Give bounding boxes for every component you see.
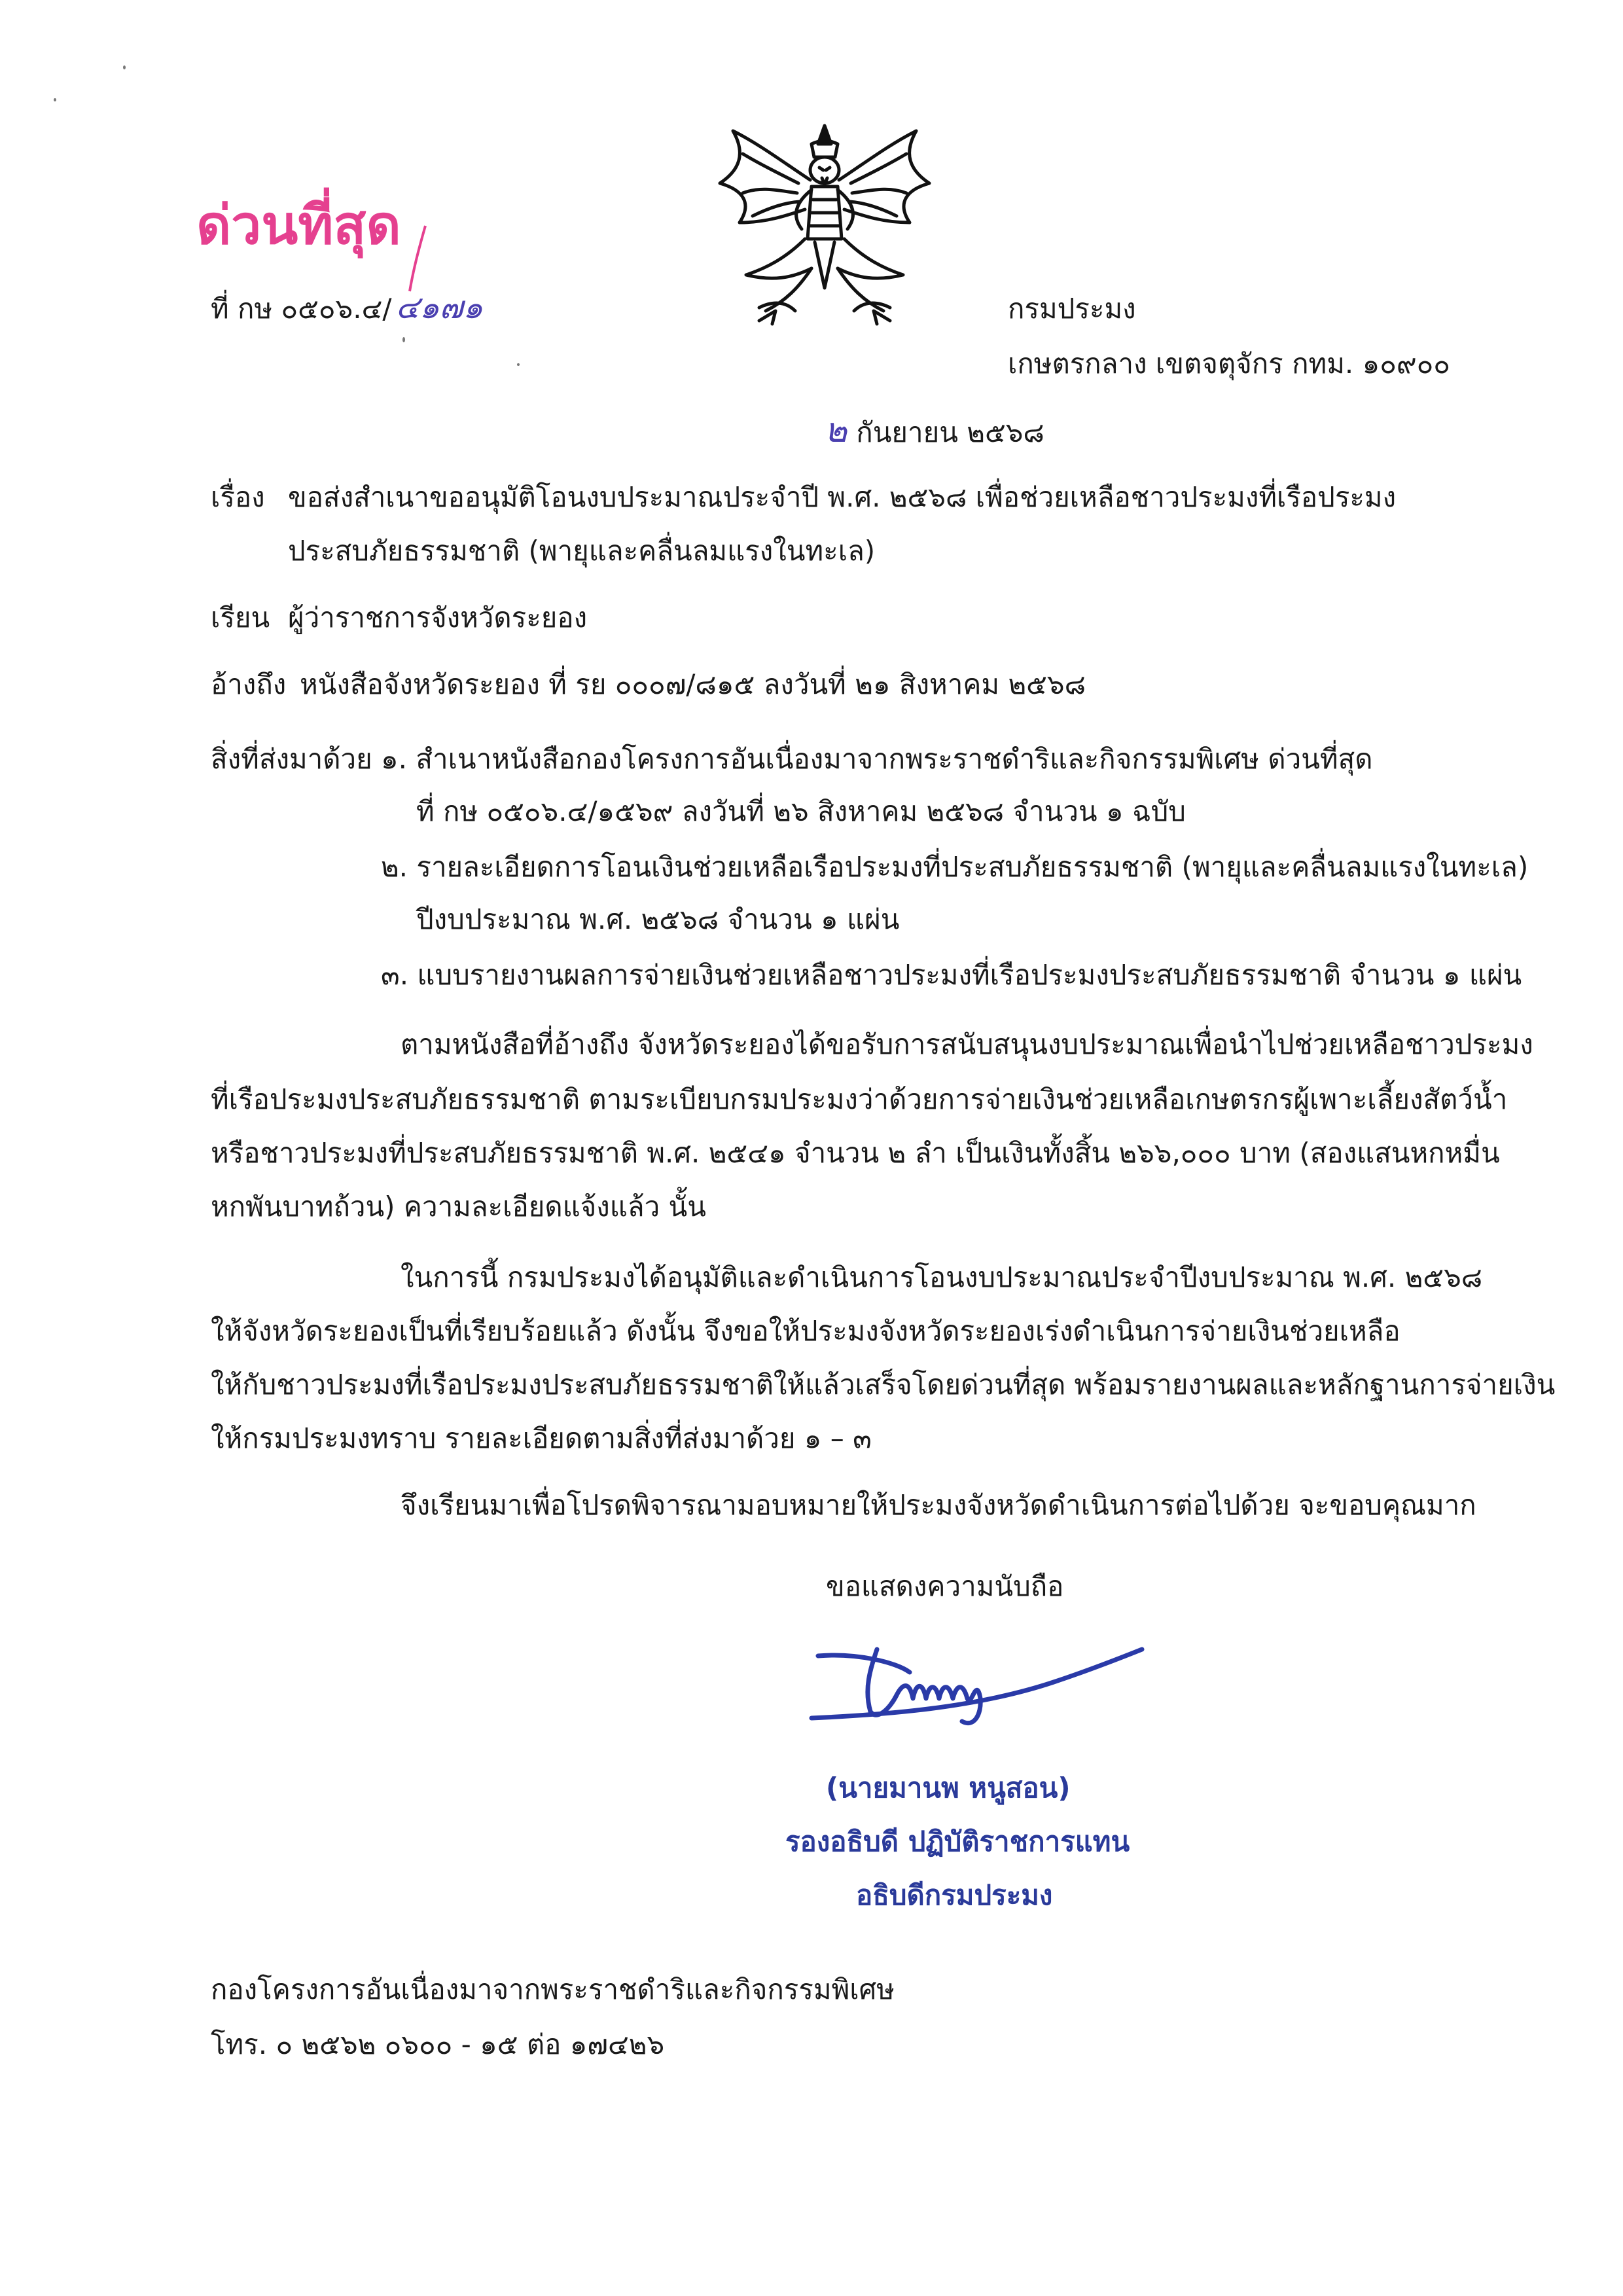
subject-label: เรื่อง bbox=[211, 481, 265, 513]
reference-label: อ้างถึง bbox=[211, 668, 287, 700]
document-number bbox=[211, 288, 483, 329]
paragraph-2-line-4: ให้กรมประมงทราบ รายละเอียดตามสิ่งที่ส่งมาด้วย ๑ – ๓ bbox=[211, 1422, 872, 1454]
signatory-name: (นายมานพ หนูสอน) bbox=[826, 1772, 1071, 1804]
recipient-label: เรียน bbox=[211, 601, 270, 634]
letter-date bbox=[825, 411, 1044, 452]
enclosures-label: สิ่งที่ส่งมาด้วย bbox=[211, 743, 372, 775]
footer-phone: โทร. ๐ ๒๕๖๒ ๐๖๐๐ - ๑๕ ต่อ ๑๗๔๒๖ bbox=[211, 2028, 665, 2060]
signatory-position-2: อธิบดีกรมประมง bbox=[856, 1879, 1053, 1911]
recipient-value: ผู้ว่าราชการจังหวัดระยอง bbox=[288, 601, 588, 634]
paragraph-2-line-2: ให้จังหวัดระยองเป็นที่เรียบร้อยแล้ว ดังนั้น จึงขอให้ประมงจังหวัดระยองเร่งดำเนินการจ่ายเงินช่วยเหลือ bbox=[211, 1315, 1400, 1347]
document-number-prefix: ที่ กษ ๐๕๐๖.๔/ bbox=[211, 293, 392, 325]
scan-mark bbox=[517, 363, 520, 366]
scan-mark bbox=[54, 98, 56, 101]
date-day-handwritten: ๒ bbox=[825, 411, 847, 450]
enclosure-item-1-line-1: ๑. สำเนาหนังสือกองโครงการอันเนื่องมาจากพระราชดำริและกิจกรรมพิเศษ ด่วนที่สุด bbox=[381, 743, 1373, 775]
paragraph-1-line-1: ตามหนังสือที่อ้างถึง จังหวัดระยองได้ขอรับการสนับสนุนงบประมาณเพื่อนำไปช่วยเหลือชาวประมง bbox=[401, 1028, 1533, 1060]
scan-mark bbox=[402, 337, 405, 342]
salutation: ขอแสดงความนับถือ bbox=[826, 1570, 1064, 1602]
garuda-emblem-icon bbox=[713, 118, 936, 327]
paragraph-1-line-2: ที่เรือประมงประสบภัยธรรมชาติ ตามระเบียบกรมประมงว่าด้วยการจ่ายเงินช่วยเหลือเกษตรกรผู้เพาะเลี้ยงสัตว์น้ำ bbox=[211, 1083, 1508, 1115]
paragraph-2-line-3: ให้กับชาวประมงที่เรือประมงประสบภัยธรรมชาติให้แล้วเสร็จโดยด่วนที่สุด พร้อมรายงานผลและหลักฐานการจ่ายเงิน bbox=[211, 1369, 1556, 1401]
closing-request: จึงเรียนมาเพื่อโปรดพิจารณามอบหมายให้ประมงจังหวัดดำเนินการต่อไปด้วย จะขอบคุณมาก bbox=[401, 1489, 1476, 1521]
paragraph-1-line-4: หกพันบาทถ้วน) ความละเอียดแจ้งแล้ว นั้น bbox=[211, 1191, 706, 1223]
subject-line-2: ประสบภัยธรรมชาติ (พายุและคลื่นลมแรงในทะเล) bbox=[288, 535, 876, 567]
enclosure-item-2-line-2: ปีงบประมาณ พ.ศ. ๒๕๖๘ จำนวน ๑ แผ่น bbox=[416, 903, 900, 935]
footer-department: กองโครงการอันเนื่องมาจากพระราชดำริและกิจกรรมพิเศษ bbox=[211, 1973, 895, 2005]
enclosure-item-3-line-1: ๓. แบบรายงานผลการจ่ายเงินช่วยเหลือชาวประมงที่เรือประมงประสบภัยธรรมชาติ จำนวน ๑ แผ่น bbox=[381, 959, 1522, 991]
paragraph-2-line-1: ในการนี้ กรมประมงได้อนุมัติและดำเนินการโอนงบประมาณประจำปีงบประมาณ พ.ศ. ๒๕๖๘ bbox=[401, 1261, 1483, 1293]
enclosure-item-1-line-2: ที่ กษ ๐๕๐๖.๔/๑๕๖๙ ลงวันที่ ๒๖ สิงหาคม ๒๕๖๘ จำนวน ๑ ฉบับ bbox=[416, 795, 1186, 827]
scan-mark bbox=[123, 65, 126, 69]
subject-line-1: ขอส่งสำเนาขออนุมัติโอนงบประมาณประจำปี พ.ศ. ๒๕๖๘ เพื่อช่วยเหลือชาวประมงที่เรือประมง bbox=[288, 481, 1397, 513]
date-month-year: กันยายน ๒๕๖๘ bbox=[856, 416, 1044, 448]
signatory-position-1: รองอธิบดี ปฏิบัติราชการแทน bbox=[785, 1825, 1130, 1857]
handwritten-signature bbox=[805, 1636, 1145, 1734]
reference-value: หนังสือจังหวัดระยอง ที่ รย ๐๐๐๗/๘๑๕ ลงวันที่ ๒๑ สิงหาคม ๒๕๖๘ bbox=[300, 668, 1086, 700]
urgent-stamp: ด่วนที่สุด bbox=[196, 194, 401, 257]
enclosure-item-2-line-1: ๒. รายละเอียดการโอนเงินช่วยเหลือเรือประมงที่ประสบภัยธรรมชาติ (พายุและคลื่นลมแรงในทะเล) bbox=[381, 851, 1529, 883]
paragraph-1-line-3: หรือชาวประมงที่ประสบภัยธรรมชาติ พ.ศ. ๒๕๔๑ จำนวน ๒ ลำ เป็นเงินทั้งสิ้น ๒๖๖,๐๐๐ บาท (สองแสนหกหมื่น bbox=[211, 1137, 1500, 1169]
stamp-stroke bbox=[406, 223, 432, 295]
document-number-handwritten: ๔๑๗๑ bbox=[395, 289, 483, 326]
agency-name: กรมประมง bbox=[1008, 293, 1136, 325]
agency-address: เกษตรกลาง เขตจตุจักร กทม. ๑๐๙๐๐ bbox=[1008, 348, 1450, 380]
